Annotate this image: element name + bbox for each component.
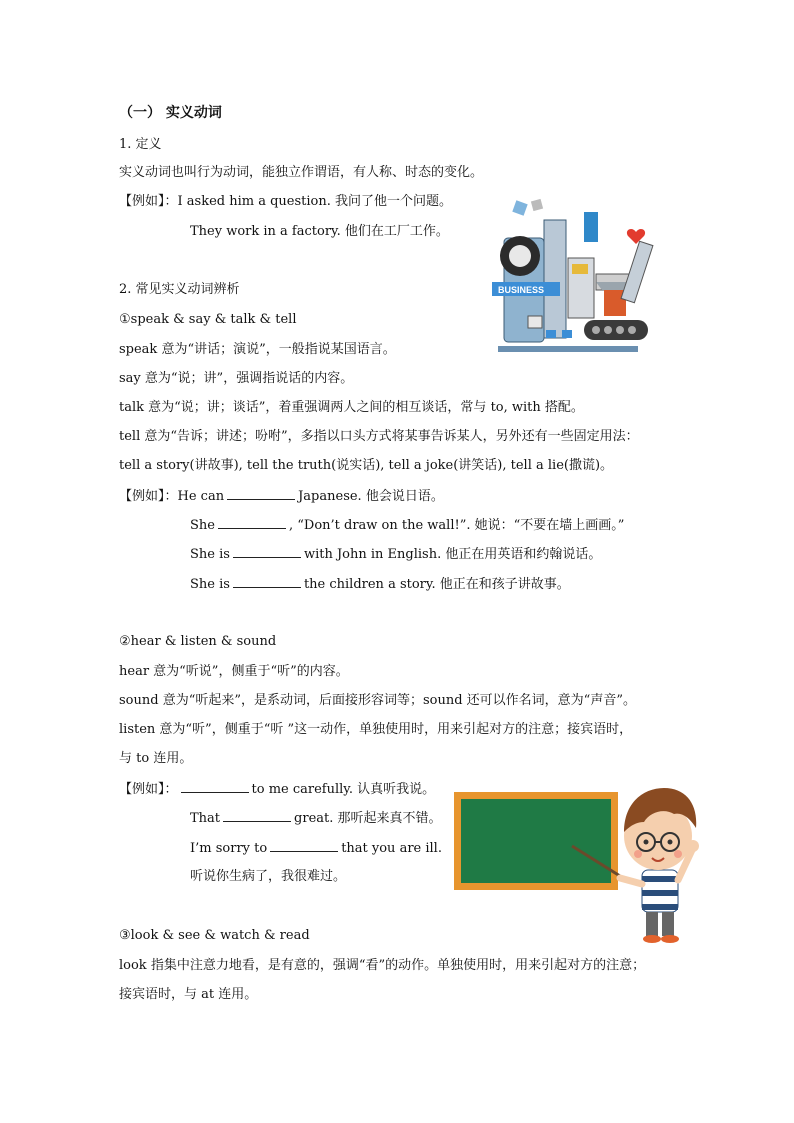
- explanation-say: say 意为“说；讲”，强调指说话的内容。: [119, 371, 354, 386]
- example-translation: 听说你生病了，我很难过。: [190, 869, 347, 884]
- example-label: 【例如】：: [119, 194, 178, 209]
- exercise-row: I’m sorry to that you are ill.: [190, 841, 442, 856]
- example-label: 【例如】：: [119, 782, 178, 797]
- exercise-row: She , “Don’t draw on the wall!”. 她说：“不要在墙上画画。”: [190, 518, 625, 533]
- fill-in-blank[interactable]: [233, 575, 301, 588]
- tell-fixed-phrases: tell a story(讲故事), tell the truth(说实话), tell a joke(讲笑话), tell a lie(撒谎)。: [119, 458, 614, 473]
- section-title: （一） 实义动词: [119, 105, 222, 121]
- fill-in-blank[interactable]: [218, 516, 286, 529]
- teacher-chalkboard-illustration: [452, 776, 702, 944]
- fill-in-blank[interactable]: [223, 809, 291, 822]
- exercise-row: She is with John in English. 他正在用英语和约翰说话。: [190, 547, 602, 562]
- explanation-listen: listen 意为“听”，侧重于“听 ”这一动作，单独使用时，用来引起对方的注意；接宾语时，: [119, 722, 633, 737]
- explanation-talk: talk 意为“说；讲；谈话”，着重强调两人之间的相互谈话，常与 to, with 搭配。: [119, 400, 584, 415]
- explanation-speak: speak 意为“讲话；演说”，一般指说某国语言。: [119, 342, 396, 357]
- svg-text:BUSINESS: BUSINESS: [498, 285, 545, 295]
- business-machine-illustration: [484, 198, 654, 356]
- example-sentence: They work in a factory. 他们在工厂工作。: [190, 224, 449, 239]
- example-block-1: [119, 193, 452, 211]
- explanation-look-cont: 接宾语时，与 at 连用。: [119, 987, 258, 1002]
- group-title-look: ③look & see & watch & read: [119, 928, 310, 943]
- exercise-row: She is the children a story. 他正在和孩子讲故事。: [190, 577, 570, 592]
- exercise-row: That great. 那听起来真不错。: [190, 811, 442, 826]
- explanation-sound: sound 意为“听起来”，是系动词，后面接形容词等；sound 还可以作名词，意为“声音”。: [119, 693, 636, 708]
- group-title-hear: ②hear & listen & sound: [119, 634, 277, 649]
- fill-in-blank[interactable]: [233, 545, 301, 558]
- group-title-speak: ①speak & say & talk & tell: [119, 312, 297, 327]
- subsection-title-verbs: 2. 常见实义动词辨析: [119, 282, 240, 297]
- explanation-tell: tell 意为“告诉；讲述；吩咐”，多指以口头方式将某事告诉某人，另外还有一些固定用法：: [119, 429, 639, 444]
- fill-in-blank[interactable]: [270, 839, 338, 852]
- fill-in-blank[interactable]: [181, 780, 249, 793]
- explanation-look: look 指集中注意力地看，是有意的，强调“看”的动作。单独使用时，用来引起对方的注意；: [119, 958, 646, 973]
- subsection-title-definition: 1. 定义: [119, 137, 162, 152]
- explanation-listen-cont: 与 to 连用。: [119, 751, 193, 766]
- fill-in-blank[interactable]: [227, 487, 295, 500]
- exercise-row: 【例如】：He can Japanese. 他会说日语。: [119, 489, 444, 504]
- explanation-hear: hear 意为“听说”，侧重于“听”的内容。: [119, 664, 349, 679]
- example-sentence: I asked him a question. 我问了他一个问题。: [177, 194, 453, 209]
- exercise-row: 【例如】： to me carefully. 认真听我说。: [119, 782, 436, 797]
- definition-text: 实义动词也叫行为动词，能独立作谓语，有人称、时态的变化。: [119, 165, 484, 180]
- chalkboard: [461, 799, 611, 883]
- example-label: 【例如】：: [119, 489, 178, 504]
